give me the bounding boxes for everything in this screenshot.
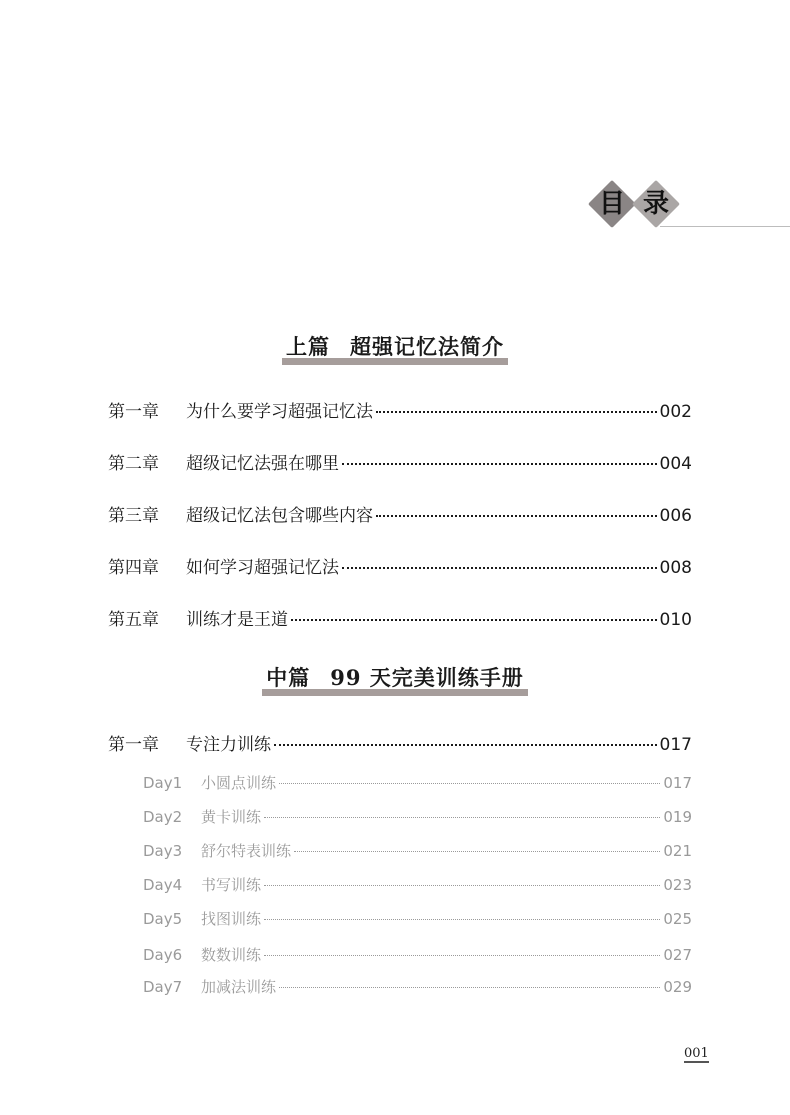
dot-leader (274, 744, 657, 746)
page-number: 001 (684, 1046, 709, 1061)
chapter-label: 第一章 (108, 735, 159, 755)
day-page: 021 (663, 842, 692, 860)
chapter-title: 专注力训练 (186, 735, 271, 755)
chapter-page: 017 (659, 735, 692, 755)
day-title: 舒尔特表训练 (201, 842, 292, 860)
day-label: Day3 (143, 842, 183, 860)
dot-leader (279, 783, 660, 784)
dot-leader (279, 987, 660, 988)
part-title: 上篇 (286, 334, 330, 359)
day-page: 017 (663, 774, 692, 792)
chapter-label: 第一章 (108, 402, 159, 422)
chapter-title: 训练才是王道 (186, 610, 288, 630)
chapter-label: 第二章 (108, 454, 159, 474)
chapter-title: 如何学习超强记忆法 (186, 558, 339, 578)
toc-day-row[interactable] (143, 874, 692, 895)
dot-leader (291, 619, 657, 621)
chapter-page: 010 (659, 610, 692, 630)
dot-leader (342, 567, 657, 569)
day-label: Day1 (143, 774, 183, 792)
toc-day-row[interactable] (143, 840, 692, 861)
day-label: Day6 (143, 946, 183, 964)
dot-leader (264, 919, 660, 920)
part-heading-2 (0, 664, 790, 692)
chapter-title: 超级记忆法强在哪里 (186, 454, 339, 474)
part-subtitle: 超强记忆法简介 (350, 334, 504, 359)
day-title: 数数训练 (201, 946, 262, 964)
toc-chapter-row[interactable] (108, 605, 692, 630)
dot-leader (342, 463, 657, 465)
toc-day-row[interactable] (143, 806, 692, 827)
dot-leader (264, 955, 660, 956)
toc-chapter-row[interactable] (108, 553, 692, 578)
toc-chapter-row[interactable] (108, 730, 692, 755)
part-title: 中篇 (266, 665, 311, 690)
chapter-label: 第三章 (108, 506, 159, 526)
dot-leader (376, 411, 657, 413)
part-heading-bar (262, 689, 528, 696)
chapter-title: 为什么要学习超强记忆法 (186, 402, 373, 422)
day-label: Day4 (143, 876, 183, 894)
day-title: 黄卡训练 (201, 808, 262, 826)
day-title: 加减法训练 (201, 978, 277, 996)
chapter-page: 008 (659, 558, 692, 578)
day-title: 书写训练 (201, 876, 262, 894)
dot-leader (376, 515, 657, 517)
dot-leader (294, 851, 660, 852)
day-page: 025 (663, 910, 692, 928)
day-page: 027 (663, 946, 692, 964)
chapter-title: 超级记忆法包含哪些内容 (186, 506, 373, 526)
dot-leader (264, 817, 660, 818)
toc-day-row[interactable] (143, 944, 692, 965)
title-char-mu: 目 (598, 189, 625, 219)
title-rule (660, 226, 790, 227)
toc-chapter-row[interactable] (108, 449, 692, 474)
toc-day-row[interactable] (143, 976, 692, 997)
toc-day-row[interactable] (143, 908, 692, 929)
toc-day-row[interactable] (143, 772, 692, 793)
dot-leader (264, 885, 660, 886)
day-label: Day2 (143, 808, 183, 826)
chapter-label: 第四章 (108, 558, 159, 578)
day-page: 019 (663, 808, 692, 826)
chapter-page: 002 (659, 402, 692, 422)
chapter-page: 006 (659, 506, 692, 526)
part-heading-1 (0, 333, 790, 361)
title-char-lu: 录 (642, 189, 669, 219)
chapter-page: 004 (659, 454, 692, 474)
toc-chapter-row[interactable] (108, 501, 692, 526)
chapter-label: 第五章 (108, 610, 159, 630)
part-subtitle: 99 天完美训练手册 (330, 665, 524, 690)
day-label: Day5 (143, 910, 183, 928)
day-page: 029 (663, 978, 692, 996)
toc-chapter-row[interactable] (108, 397, 692, 422)
day-title: 小圆点训练 (201, 774, 277, 792)
day-page: 023 (663, 876, 692, 894)
part-heading-bar (282, 358, 508, 365)
day-label: Day7 (143, 978, 183, 996)
day-title: 找图训练 (201, 910, 262, 928)
